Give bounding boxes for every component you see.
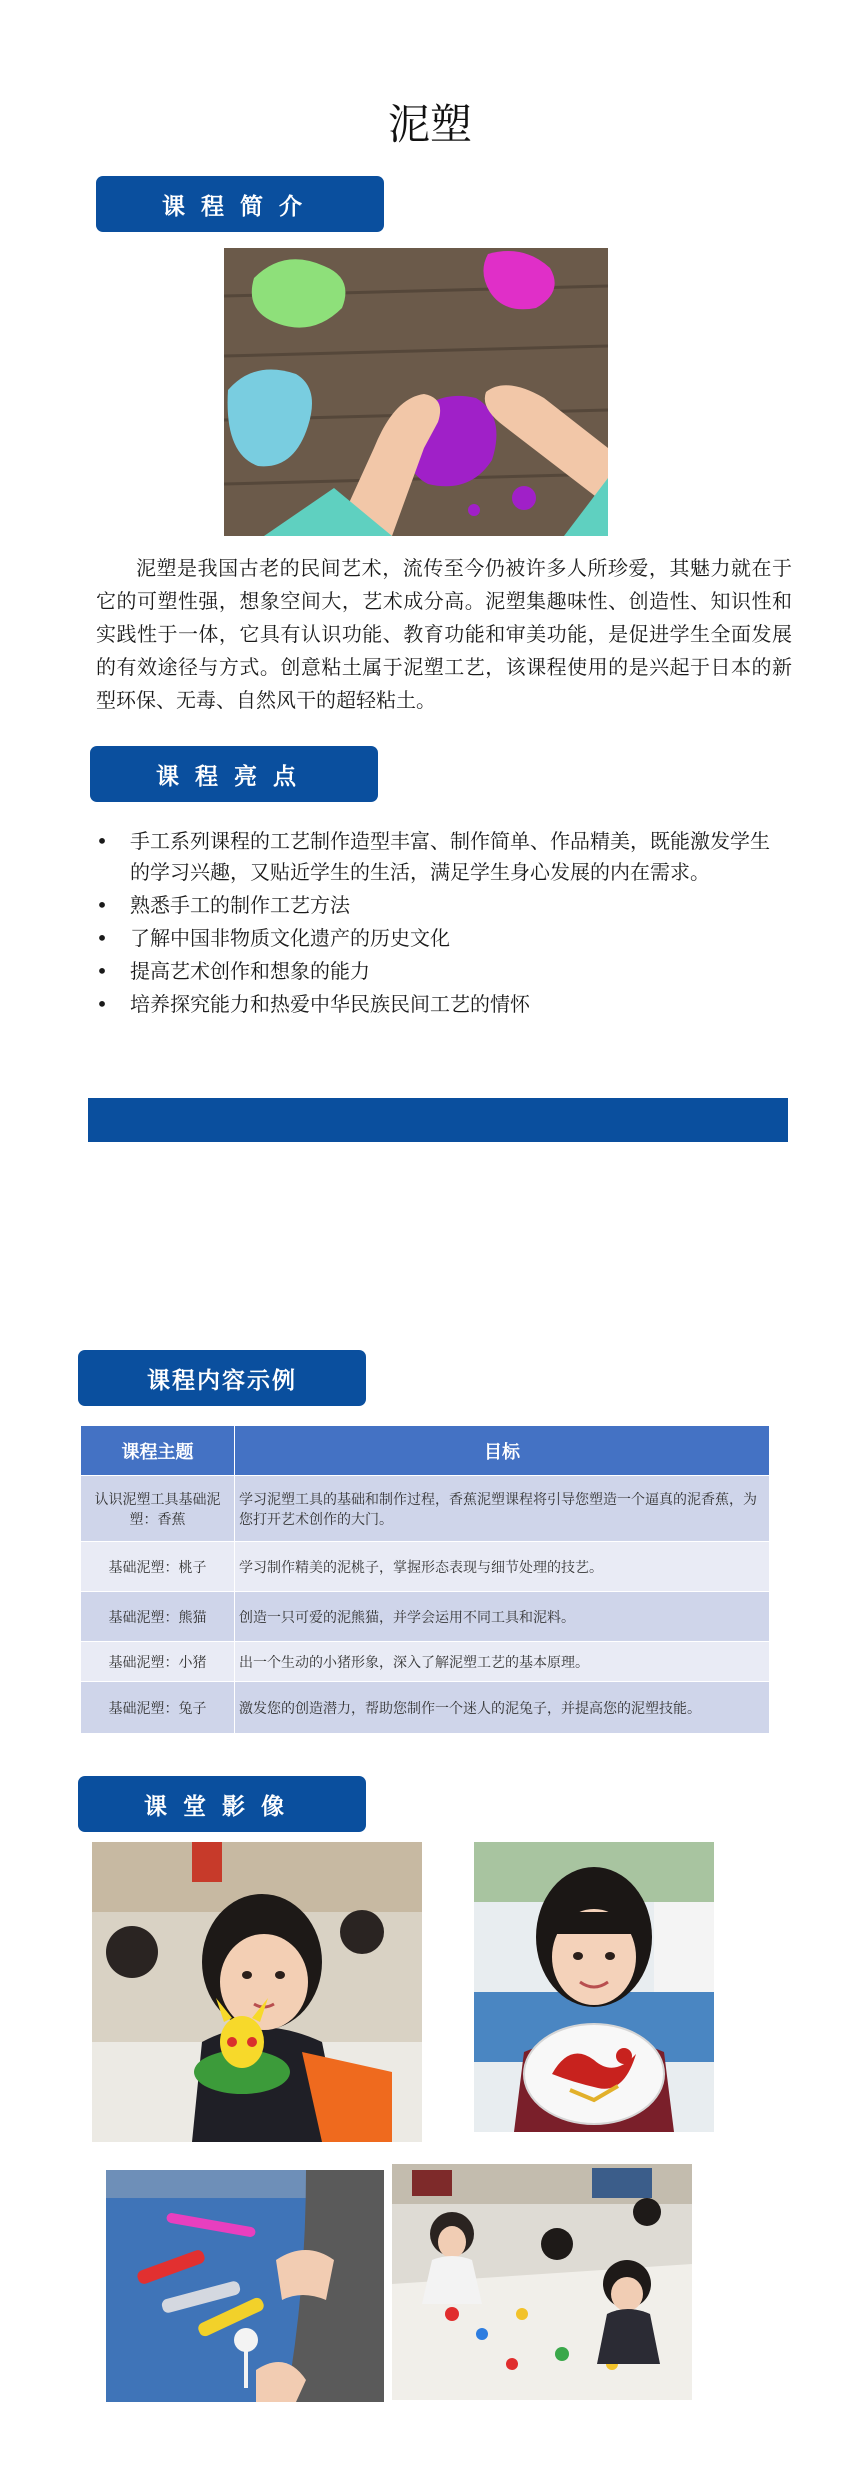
divider-bar (88, 1098, 788, 1142)
intro-photo (224, 248, 608, 536)
list-item (92, 989, 772, 1020)
table-row (81, 1682, 770, 1734)
section-banner-highlights: 课程亮点 (90, 746, 378, 802)
bullet-icon: • (96, 926, 108, 950)
highlights-list (92, 826, 772, 1022)
table-row (81, 1542, 770, 1592)
course-table (80, 1425, 770, 1734)
table-header-row (81, 1426, 770, 1476)
classroom-students-illustration (392, 2164, 692, 2400)
gallery-photo-3 (106, 2170, 384, 2402)
clay-hands-illustration (224, 248, 608, 536)
bullet-icon: • (96, 829, 108, 853)
cell-goal: 学习泥塑工具的基础和制作过程，香蕉泥塑课程将引导您塑造一个逼真的泥香蕉，为您打开艺术创作的大门。 (235, 1476, 770, 1542)
cell-goal: 学习制作精美的泥桃子，掌握形态表现与细节处理的技艺。 (235, 1542, 770, 1592)
bullet-icon: • (96, 893, 108, 917)
table-row (81, 1476, 770, 1542)
section-banner-gallery: 课堂影像 (78, 1776, 366, 1832)
header-topic: 课程主题 (81, 1426, 235, 1476)
table-row (81, 1642, 770, 1682)
highlight-text: 了解中国非物质文化遗产的历史文化 (130, 926, 450, 950)
highlight-text: 手工系列课程的工艺制作造型丰富、制作简单、作品精美，既能激发学生的学习兴趣，又贴近学生的生活，满足学生身心发展的内在需求。 (130, 829, 770, 884)
list-item (92, 956, 772, 987)
list-item (92, 923, 772, 954)
list-item (92, 890, 772, 921)
bullet-icon: • (96, 992, 108, 1016)
student-with-dragon-plate-illustration (474, 1842, 714, 2132)
intro-paragraph: 泥塑是我国古老的民间艺术，流传至今仍被许多人所珍爱，其魅力就在于它的可塑性强，想象空间大，艺术成分高。泥塑集趣味性、创造性、知识性和实践性于一体，它具有认识功能、教育功能和审美功能，是促进学生全面发展的有效途径与方式。创意粘土属于泥塑工艺，该课程使用的是兴起于日本的新型环保、无毒、自然风干的超轻粘土。 (96, 556, 792, 712)
gallery-photo-4 (392, 2164, 692, 2400)
clay-tools-illustration (106, 2170, 384, 2402)
list-item (92, 826, 772, 888)
cell-goal: 创造一只可爱的泥熊猫，并学会运用不同工具和泥料。 (235, 1592, 770, 1642)
cell-topic: 基础泥塑：小猪 (81, 1642, 235, 1682)
cell-topic: 基础泥塑：兔子 (81, 1682, 235, 1734)
highlight-text: 提高艺术创作和想象的能力 (130, 959, 370, 983)
cell-topic: 基础泥塑：熊猫 (81, 1592, 235, 1642)
student-with-clay-figure-illustration (92, 1842, 422, 2142)
cell-goal: 激发您的创造潜力，帮助您制作一个迷人的泥兔子，并提高您的泥塑技能。 (235, 1682, 770, 1734)
table-row (81, 1592, 770, 1642)
section-banner-intro: 课程简介 (96, 176, 384, 232)
cell-goal: 出一个生动的小猪形象，深入了解泥塑工艺的基本原理。 (235, 1642, 770, 1682)
page-title: 泥塑 (387, 100, 472, 149)
highlight-text: 熟悉手工的制作工艺方法 (130, 893, 350, 917)
bullet-icon: • (96, 959, 108, 983)
cell-topic: 认识泥塑工具基础泥塑：香蕉 (81, 1476, 235, 1542)
section-banner-content: 课程内容示例 (78, 1350, 366, 1406)
gallery-photo-1 (92, 1842, 422, 2142)
gallery-photo-2 (474, 1842, 714, 2132)
header-goal: 目标 (235, 1426, 770, 1476)
highlight-text: 培养探究能力和热爱中华民族民间工艺的情怀 (130, 992, 530, 1016)
cell-topic: 基础泥塑：桃子 (81, 1542, 235, 1592)
